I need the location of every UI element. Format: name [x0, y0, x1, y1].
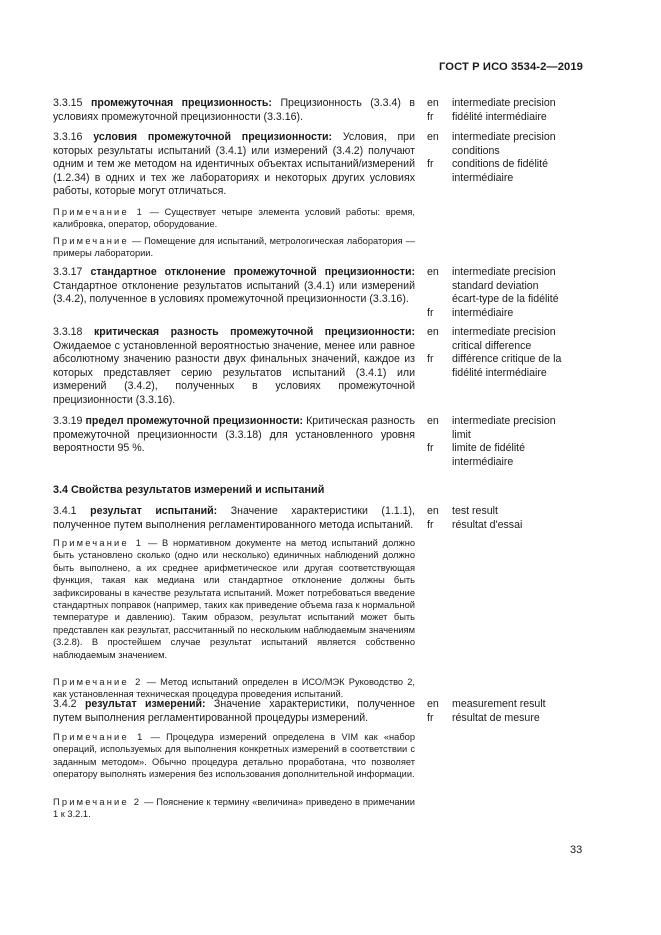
term-definition: 3.3.19 предел промежуточной прецизионности: Критическая разность промежуточной прецизионности (3.3.18) для установленного уровня вероятности 95 %. [53, 415, 415, 455]
language-codes: en fr [427, 266, 439, 319]
language-codes: en fr [427, 97, 439, 123]
foreign-equivalents: intermediate precision critical difference différence critique de la fidélité intermédiaire [452, 326, 562, 379]
language-codes: en fr [427, 326, 439, 366]
language-codes: en fr [427, 505, 439, 531]
page-number: 33 [570, 844, 583, 856]
foreign-equivalents: intermediate precision fidélité intermédiaire [452, 97, 556, 123]
language-codes: en fr [427, 131, 439, 171]
definition-text: Значение характеристики (1.1.1), полученное путем выполнения регламентированного метода испытаний. [53, 505, 415, 531]
term-entry-3-3-18 [53, 326, 615, 410]
term-definition: 3.4.1 результат испытаний: Значение характеристики (1.1.1), полученное путем выполнения регламентированного метода испытаний. [53, 505, 415, 531]
note: Примечание 1 — Существует четыре элемента условий работы: время, калибровка, оператор, оборудование. [53, 207, 415, 230]
section-title: 3.4 Свойства результатов измерений и испытаний [53, 484, 325, 496]
definition-text: Стандартное отклонение результатов испытаний (3.4.1) или измерений (3.4.2), полученное в условиях промежуточной прецизионности (3.3.16). [53, 279, 415, 306]
term-name: промежуточная прецизионность: [90, 97, 272, 109]
term-number: 3.3.15 [53, 97, 83, 109]
note: Примечание — Помещение для испытаний, метрологическая лаборатория — примеры лаборатории. [53, 236, 415, 259]
foreign-equivalents: intermediate precision limit limite de fidélité intermédiaire [452, 415, 556, 468]
term-name: результат испытаний: [90, 505, 218, 517]
note: Примечание 1 — В нормативном документе на метод испытаний должно быть установлено сколько (одно или несколько) единичных наблюдений должно быть выполнено, а их среднее арифметическое или другая соответствующая функция, такая как медиана или стандартное отклонение должны быть зафиксированы в качестве результата испытаний. Может потребоваться введение стандартных поправок (например, таких как приведение объема газа к нормальной температуре и давлению). Таким образом, результат испытаний может быть представлен как результат, рассчитанный по нескольким наблюдаемым значениям (3.2.8). В простейшем случае результат испытаний является собственно наблюдаемым значением. [53, 538, 415, 660]
term-entry-3-3-15 [53, 97, 615, 127]
definition-text: Ожидаемое с установленной вероятностью значение, менее или равное абсолютному значению разности двух финальных значений, каждое из которых представляет серию результатов испытаний (3.4.1) или измерений (3.4.2), полученных в условиях промежуточной прецизионности (3.3.16). [53, 339, 415, 406]
language-codes: en fr [427, 415, 439, 455]
note: Примечание 2 — Метод испытаний определен в ИСО/МЭК Руководство 2, как установленная техническая процедура проведения испытаний. [53, 677, 415, 700]
definition-text: Прецизионность (3.3.4) в условиях промежуточной прецизионности (3.3.16). [53, 97, 415, 123]
term-name: условия промежуточной прецизионности: [93, 131, 333, 143]
term-definition: 3.3.16 условия промежуточной прецизионности: Условия, при которых результаты испытаний (3.4.1) или измерений (3.4.2) получают одним и тем же методом на идентичных объектах испытаний/измерений (1.2.34) в одних и тех же лабораториях и некоторых других условиях работы, которые могут отличаться. [53, 131, 415, 198]
foreign-equivalents: measurement result résultat de mesure [452, 698, 546, 724]
language-codes: en fr [427, 698, 439, 724]
note: Примечание 2 — Пояснение к термину «величина» приведено в примечании 1 к 3.2.1. [53, 797, 416, 820]
note: Примечание 1 — Процедура измерений определена в VIM как «набор операций, используемых для выполнения конкретных измерений в соответствии с заданным методом». Обычно процедура детально проработана, что позволяет оператору выполнять измерения без использования дополнительной информации. [53, 732, 415, 780]
document-code: ГОСТ Р ИСО 3534-2—2019 [439, 61, 583, 73]
term-name: предел промежуточной прецизионности: [85, 415, 304, 427]
term-definition: 3.3.18 критическая разность промежуточной прецизионности: Ожидаемое с установленной вероятностью значение, менее или равное абсолютному значению разности двух финальных значений, каждое из которых представляет серию результатов испытаний (3.4.1) или измерений (3.4.2), полученных в условиях промежуточной прецизионности (3.3.16). [53, 326, 415, 406]
definition-text: Условия, при которых результаты испытаний (3.4.1) или измерений (3.4.2) получают одним и тем же методом на идентичных объектах испытаний/измерений (1.2.34) в одних и тех же лабораториях и некоторых других условиях работы, которые могут отличаться. [53, 131, 415, 198]
term-name: результат измерений: [84, 698, 206, 710]
definition-text: Критическая разность промежуточной прецизионности (3.3.18) для установленного уровня вероятности 95 %. [53, 415, 415, 455]
term-definition [53, 97, 415, 124]
term-entry-3-3-16 [53, 131, 615, 203]
foreign-equivalents: intermediate precision conditions conditions de fidélité intermédiaire [452, 131, 556, 184]
term-entry-3-4-1 [53, 505, 615, 535]
term-definition: 3.4.2 результат измерений: Значение характеристики, полученное путем выполнения регламентированной процедуры измерений. [53, 698, 415, 724]
definition-text: Значение характеристики, полученное путем выполнения регламентированной процедуры измерений. [53, 698, 415, 724]
term-definition: 3.3.17 стандартное отклонение промежуточной прецизионности: Стандартное отклонение результатов испытаний (3.4.1) или измерений (3.4.2), полученное в условиях промежуточной прецизионности (3.3.16). [53, 266, 415, 306]
term-entry-3-3-19 [53, 415, 615, 471]
term-entry-3-4-2 [53, 698, 615, 728]
term-entry-3-3-17 [53, 266, 615, 322]
term-name: критическая разность промежуточной прецизионности: [93, 326, 415, 338]
foreign-equivalents: intermediate precision standard deviation écart-type de la fidélité intermédiaire [452, 266, 559, 319]
term-name: стандартное отклонение промежуточной прецизионности: [90, 266, 415, 278]
foreign-equivalents: test result résultat d'essai [452, 505, 523, 531]
